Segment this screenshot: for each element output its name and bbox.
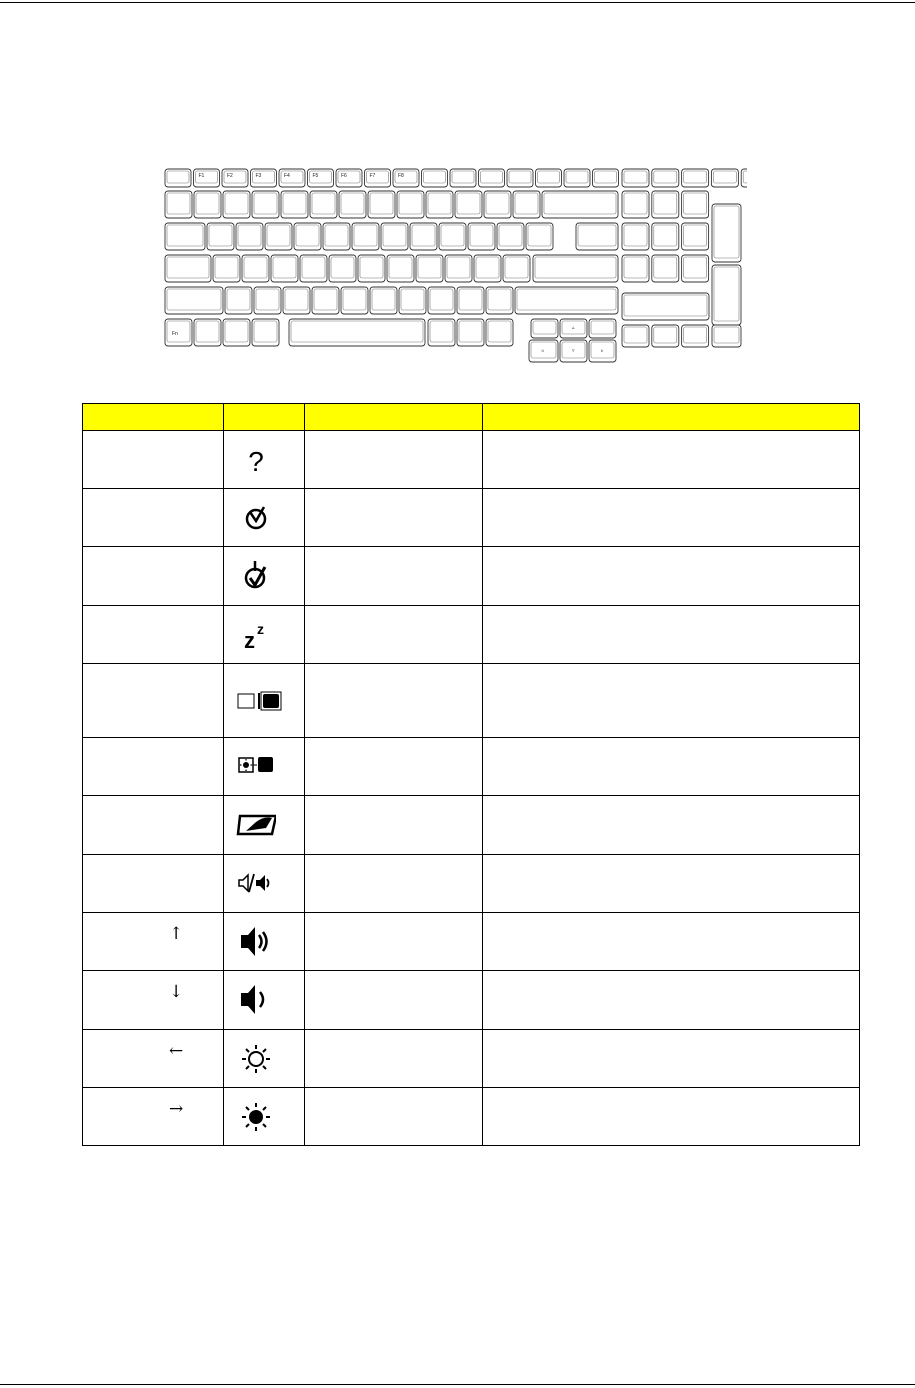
keyboard-key-66 xyxy=(682,255,709,282)
header-function xyxy=(305,404,483,431)
arrow-key-symbol: ← xyxy=(169,1040,184,1061)
hotkey-cell xyxy=(83,971,224,1030)
keyboard-key-74 xyxy=(428,287,455,314)
header-hotkey xyxy=(83,404,224,431)
keyboard-key-1 xyxy=(165,169,191,187)
keyboard-key-75 xyxy=(457,287,484,314)
table-row xyxy=(83,1030,860,1088)
function-cell xyxy=(305,855,483,913)
keyboard-key-18 xyxy=(652,169,679,187)
keyboard-key-54 xyxy=(242,255,269,282)
arrow-key-symbol: ↓ xyxy=(169,982,184,1002)
arrow-key-symbol: → xyxy=(169,1098,184,1119)
icon-cell xyxy=(224,855,305,913)
keyboard-key-10 xyxy=(422,169,448,187)
keyboard-key-26 xyxy=(281,191,308,218)
keyboard-key-81 xyxy=(486,319,513,346)
icon-cell xyxy=(224,738,305,796)
hotkey-cell xyxy=(83,913,224,971)
keyboard-key-65 xyxy=(652,255,679,282)
function-cell xyxy=(305,489,483,547)
keyboard-key-36 xyxy=(652,191,679,218)
function-cell xyxy=(305,431,483,489)
description-cell xyxy=(483,913,860,971)
function-cell xyxy=(305,738,483,796)
fkey-label: F2 xyxy=(227,173,233,179)
extra-key xyxy=(531,319,558,338)
keyboard-key-30 xyxy=(397,191,424,218)
display-toggle-icon xyxy=(236,682,284,720)
keyboard-diagram xyxy=(163,167,747,365)
keyboard-key-16 xyxy=(593,169,619,187)
hotkey-table xyxy=(82,403,860,1146)
page-top-rule xyxy=(0,2,915,3)
header-icon xyxy=(224,404,305,431)
keyboard-key-45 xyxy=(410,223,437,250)
fn-key xyxy=(194,319,221,346)
table-row xyxy=(83,431,860,489)
keyboard-key-40 xyxy=(265,223,292,250)
keyboard-key-43 xyxy=(352,223,379,250)
keyboard-key-8 xyxy=(365,169,391,187)
numpad-minus-key xyxy=(712,204,741,262)
keyboard-key-37 xyxy=(682,191,709,218)
power-management-icon xyxy=(236,499,276,537)
keyboard-key-33 xyxy=(484,191,511,218)
speaker-toggle-icon xyxy=(236,865,276,903)
space-bar-key xyxy=(289,319,425,346)
table-header-row xyxy=(83,404,860,431)
function-cell xyxy=(305,547,483,606)
arrow-key-glyph: ◃ xyxy=(541,348,544,354)
keyboard-key-50 xyxy=(622,223,649,250)
keyboard-key-32 xyxy=(455,191,482,218)
keyboard-key-67 xyxy=(225,287,252,314)
keyboard-key-77 xyxy=(223,319,250,346)
keyboard-key-29 xyxy=(368,191,395,218)
hotkey-cell xyxy=(83,431,224,489)
screen-blank-icon xyxy=(236,748,276,786)
keyboard-key-34 xyxy=(513,191,540,218)
icon-cell xyxy=(224,1030,305,1088)
keyboard-key-27 xyxy=(310,191,337,218)
keyboard-key-44 xyxy=(381,223,408,250)
keyboard-key-70 xyxy=(312,287,339,314)
description-cell xyxy=(483,489,860,547)
table-row xyxy=(83,738,860,796)
icon-cell xyxy=(224,913,305,971)
keyboard-key-76 xyxy=(486,287,513,314)
page-bottom-rule xyxy=(0,1384,915,1385)
hotkey-cell xyxy=(83,738,224,796)
brightness-down-icon xyxy=(236,1040,276,1078)
description-cell xyxy=(483,971,860,1030)
keyboard-key-20 xyxy=(711,169,738,187)
hotkey-cell xyxy=(83,855,224,913)
hotkey-cell xyxy=(83,606,224,664)
backslash-key xyxy=(576,223,618,250)
table-row xyxy=(83,855,860,913)
function-cell xyxy=(305,606,483,664)
caps-lock-key xyxy=(165,255,211,282)
keyboard-key-56 xyxy=(300,255,327,282)
table-row xyxy=(83,913,860,971)
keyboard-key-2 xyxy=(194,169,220,187)
keyboard-key-3 xyxy=(222,169,248,187)
keyboard-key-60 xyxy=(416,255,443,282)
hotkey-cell xyxy=(83,489,224,547)
numpad-zero-key xyxy=(622,293,709,320)
table-row xyxy=(83,489,860,547)
left-shift-key xyxy=(165,287,223,314)
description-cell xyxy=(483,738,860,796)
fkey-label: F4 xyxy=(284,173,290,179)
keyboard-key-59 xyxy=(387,255,414,282)
table-row xyxy=(83,796,860,855)
keyboard-key-62 xyxy=(474,255,501,282)
fkey-label: F3 xyxy=(255,173,262,179)
hotkey-cell xyxy=(83,547,224,606)
description-cell xyxy=(483,431,860,489)
system-properties-icon xyxy=(236,557,276,595)
keyboard-key-63 xyxy=(503,255,530,282)
icon-cell xyxy=(224,431,305,489)
extra-key-2 xyxy=(589,319,616,338)
function-cell xyxy=(305,664,483,738)
brightness-up-icon xyxy=(236,1098,276,1136)
keyboard-key-39 xyxy=(236,223,263,250)
function-cell xyxy=(305,796,483,855)
keyboard-key-71 xyxy=(341,287,368,314)
icon-cell xyxy=(224,489,305,547)
icon-cell xyxy=(224,1088,305,1146)
keyboard-key-23 xyxy=(194,191,221,218)
table-row xyxy=(83,606,860,664)
keyboard-key-25 xyxy=(252,191,279,218)
keyboard-key-58 xyxy=(358,255,385,282)
description-cell xyxy=(483,664,860,738)
keyboard-key-21 xyxy=(741,169,747,187)
fn-key-label: Fn xyxy=(172,331,178,337)
keyboard-key-55 xyxy=(271,255,298,282)
table-row xyxy=(83,664,860,738)
enter-key xyxy=(533,255,618,282)
keyboard-key-41 xyxy=(294,223,321,250)
description-cell xyxy=(483,1030,860,1088)
keyboard-key-49 xyxy=(526,223,553,250)
keyboard-key-12 xyxy=(479,169,505,187)
keyboard-key-7 xyxy=(336,169,362,187)
right-shift-key xyxy=(515,287,618,314)
description-cell xyxy=(483,1088,860,1146)
function-cell xyxy=(305,971,483,1030)
keyboard-key-14 xyxy=(536,169,562,187)
keyboard-key-11 xyxy=(450,169,476,187)
icon-cell xyxy=(224,796,305,855)
keyboard-key-31 xyxy=(426,191,453,218)
keyboard-key-64 xyxy=(622,255,649,282)
table-row xyxy=(83,971,860,1030)
keyboard-key-78 xyxy=(252,319,279,346)
svg-text:z: z xyxy=(244,627,256,653)
keyboard-key-83 xyxy=(652,325,679,347)
keyboard-key-22 xyxy=(165,191,192,218)
keyboard-key-72 xyxy=(370,287,397,314)
keyboard-key-9 xyxy=(393,169,419,187)
icon-cell xyxy=(224,971,305,1030)
keyboard-key-53 xyxy=(213,255,240,282)
table-row xyxy=(83,547,860,606)
hotkey-cell xyxy=(83,664,224,738)
description-cell xyxy=(483,796,860,855)
function-cell xyxy=(305,913,483,971)
keyboard-key-47 xyxy=(468,223,495,250)
arrow-key-symbol: ↑ xyxy=(169,923,184,944)
fkey-label: F6 xyxy=(341,173,347,179)
keyboard-key-68 xyxy=(254,287,281,314)
keyboard-key-80 xyxy=(457,319,484,346)
keyboard-key-79 xyxy=(428,319,455,346)
keyboard-key-24 xyxy=(223,191,250,218)
keyboard-key-69 xyxy=(283,287,310,314)
icon-cell xyxy=(224,664,305,738)
keyboard-key-15 xyxy=(564,169,590,187)
description-cell xyxy=(483,606,860,664)
svg-text:z: z xyxy=(257,620,265,637)
icon-cell xyxy=(224,547,305,606)
svg-text:?: ? xyxy=(248,445,264,477)
ctrl-key xyxy=(165,319,192,346)
keyboard-key-13 xyxy=(507,169,533,187)
keyboard-key-5 xyxy=(279,169,305,187)
keyboard-key-28 xyxy=(339,191,366,218)
numpad-plus-key xyxy=(712,265,741,325)
arrow-key-glyph: ▿ xyxy=(572,348,575,354)
volume-up-icon xyxy=(236,923,276,961)
hotkey-cell xyxy=(83,1088,224,1146)
description-cell xyxy=(483,855,860,913)
icon-cell xyxy=(224,606,305,664)
tab-key xyxy=(165,223,205,250)
hotkey-cell xyxy=(83,1030,224,1088)
arrow-key-glyph: ▵ xyxy=(572,325,575,331)
keyboard-key-61 xyxy=(445,255,472,282)
keyboard-key-6 xyxy=(308,169,334,187)
function-cell xyxy=(305,1030,483,1088)
keyboard-key-35 xyxy=(622,191,649,218)
keyboard-key-48 xyxy=(497,223,524,250)
fkey-label: F8 xyxy=(398,173,404,179)
help-icon xyxy=(236,441,276,479)
keyboard-key-17 xyxy=(622,169,649,187)
keyboard-key-38 xyxy=(207,223,234,250)
sleep-icon xyxy=(236,616,276,654)
keyboard-key-52 xyxy=(682,223,709,250)
volume-down-icon xyxy=(236,981,276,1019)
numpad-dot-key xyxy=(712,325,741,347)
keyboard-key-84 xyxy=(682,325,709,347)
keyboard-key-4 xyxy=(251,169,277,187)
keyboard-key-19 xyxy=(682,169,709,187)
keyboard-key-82 xyxy=(622,325,649,347)
description-cell xyxy=(483,547,860,606)
header-description xyxy=(483,404,860,431)
keyboard-key-42 xyxy=(323,223,350,250)
backspace-key xyxy=(542,191,618,218)
keyboard-key-73 xyxy=(399,287,426,314)
touchpad-toggle-icon xyxy=(236,806,276,844)
function-cell xyxy=(305,1088,483,1146)
keyboard-key-51 xyxy=(652,223,679,250)
fkey-label: F1 xyxy=(198,173,205,179)
keyboard-key-46 xyxy=(439,223,466,250)
keyboard-key-57 xyxy=(329,255,356,282)
fkey-label: F5 xyxy=(312,173,319,179)
table-row xyxy=(83,1088,860,1146)
arrow-key-glyph: ▹ xyxy=(601,348,604,354)
fkey-label: F7 xyxy=(369,173,376,179)
hotkey-cell xyxy=(83,796,224,855)
